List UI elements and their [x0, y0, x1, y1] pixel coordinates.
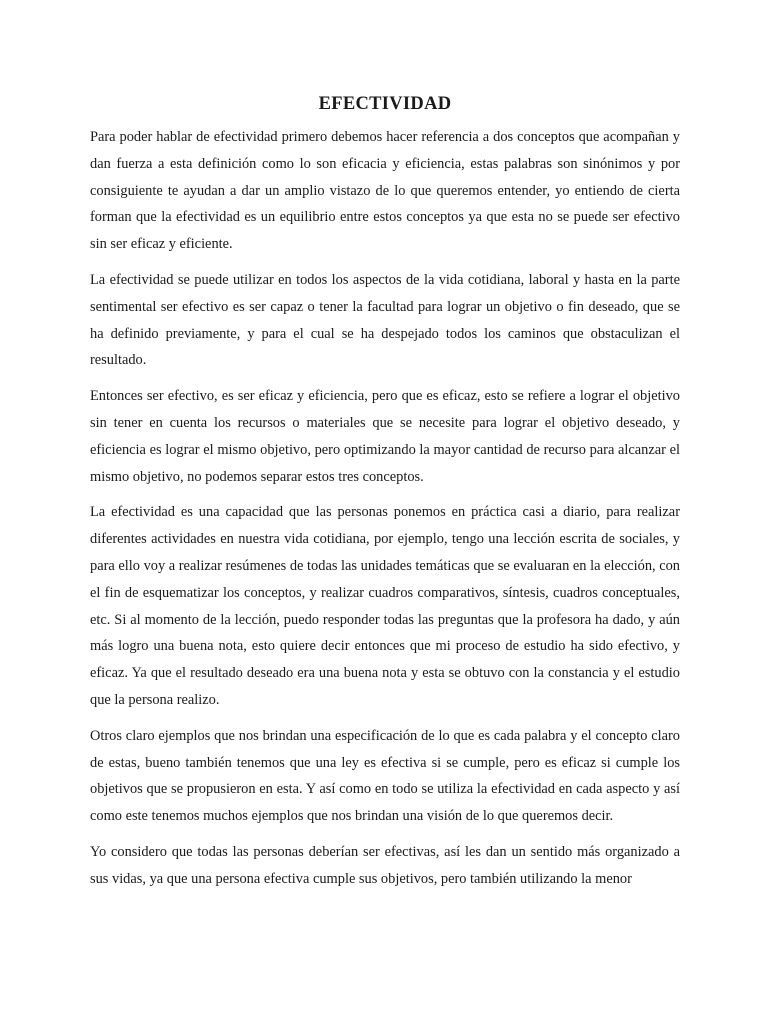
- paragraph-5: Otros claro ejemplos que nos brindan una especificación de lo que es cada palabra y el concepto claro de estas, bueno también tenemos que una ley es efectiva si se cumple, pero es eficaz si cumple los objetivos que se propusieron en esta. Y así como en todo se utiliza la efectividad en cada aspecto y así como este tenemos muchos ejemplos que nos brindan una visión de lo que queremos decir.: [90, 727, 680, 825]
- paragraph-1: Para poder hablar de efectividad primero debemos hacer referencia a dos conceptos que acompañan y dan fuerza a esta definición como lo son eficacia y eficiencia, estas palabras son sinónimos y por consiguiente te ayudan a dar un amplio vistazo de lo que queremos entender, yo entiendo de cierta forman que la efectividad es un equilibrio entre estos conceptos ya que esta no se puede ser efectivo sin ser eficaz y eficiente.: [90, 129, 680, 253]
- paragraph-4: La efectividad es una capacidad que las personas ponemos en práctica casi a diario, para realizar diferentes actividades en nuestra vida cotidiana, por ejemplo, tengo una lección escrita de sociales, y para ello voy a realizar resúmenes de todas las unidades temáticas que se evaluaran en la elección, con el fin de esquematizar los conceptos, y realizar cuadros comparativos, síntesis, cuadros conceptuales, etc. Si al momento de la lección, puedo responder todas las preguntas que la profesora ha dado, y aún más logro una buena nota, esto quiere decir entonces que mi proceso de estudio ha sido efectivo, y eficaz. Ya que el resultado deseado era una buena nota y esta se obtuvo con la constancia y el estudio que la persona realizo.: [90, 504, 680, 708]
- paragraph-6: Yo considero que todas las personas deberían ser efectivas, así les dan un sentido más organizado a sus vidas, ya que una persona efectiva cumple sus objetivos, pero también utilizando la menor: [90, 843, 680, 887]
- document-title: EFECTIVIDAD: [318, 94, 452, 114]
- paragraph-3: Entonces ser efectivo, es ser eficaz y eficiencia, pero que es eficaz, esto se refiere a lograr el objetivo sin tener en cuenta los recursos o materiales que se necesite para lograr el objetivo deseado, y eficiencia es lograr el mismo objetivo, pero optimizando la mayor cantidad de recurso para alcanzar el mismo objetivo, no podemos separar estos tres conceptos.: [90, 388, 680, 485]
- paragraph-2: La efectividad se puede utilizar en todos los aspectos de la vida cotidiana, laboral y hasta en la parte sentimental ser efectivo es ser capaz o tener la facultad para lograr un objetivo o fin deseado, que se ha definido previamente, y para el cual se ha despejado todos los caminos que obstaculizan el resultado.: [90, 271, 680, 369]
- document-page: [90, 92, 680, 902]
